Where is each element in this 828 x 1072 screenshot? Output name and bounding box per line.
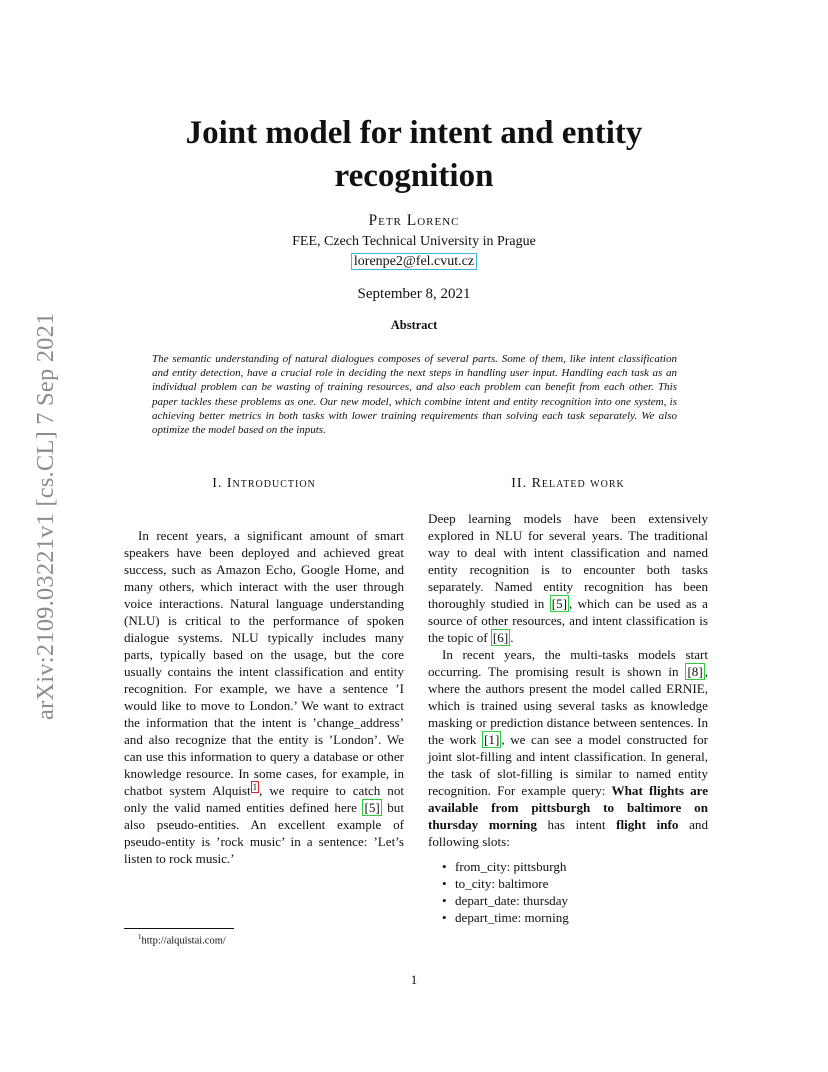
paper-title: Joint model for intent and entity recognition <box>185 115 643 194</box>
slot-item: • from_city: pittsburgh <box>442 858 708 875</box>
citation-8[interactable]: [8] <box>687 664 703 679</box>
slot-item: • depart_time: morning <box>442 909 708 926</box>
citation-6[interactable]: [6] <box>492 630 509 645</box>
footnote-rule <box>124 928 234 929</box>
related-paragraph-2 <box>428 646 708 850</box>
example-query: What flights are available from pittsburgh to baltimore on thursday morning <box>428 783 709 832</box>
footnote <box>138 933 226 947</box>
abstract-text: The semantic understanding of natural dialogues composes of several parts. Some of them, like intent classification and entity detection, have a crucial role in deciding the next steps in handling user input. Handling each task as an individual problem can be wasting of training resources, and also each problem can benefit from each other. This paper tackles these problems as one. Our new model, which combine intent and entity recognition into one system, is achieving better metrics in both tasks with lower training requirements than solving each task separately. We also optimize the model based on the inputs. <box>152 353 677 437</box>
footnote-mark: 1 <box>138 933 142 941</box>
footnote-url[interactable]: http://alquistai.com/ <box>141 935 226 947</box>
related-text-2d: has intent <box>536 817 617 832</box>
intro-text-part-1: In recent years, a significant amount of smart speakers have been deployed and achieved great success, such as Amazon Echo, Google Home, and many others, which interact with the user through voice interactions. Natural language understanding (NLU) is critical to the performance of spoken dialogue systems. NLU typically includes many parts, typically based on the usage, but the core usually contains the intent classification and entity recognition. For example, we have a sentence ’I would like to move to London.’ We want to extract the information that the intent is ’change_address’ and also recognize that the entity is ’London’. We can use this information to query a database or other knowledge resource. In some cases, for example, in chatbot system Alquist <box>124 528 404 798</box>
slot-list <box>428 858 708 926</box>
abstract-heading: Abstract <box>390 318 438 332</box>
citation-5-related[interactable]: [5] <box>551 596 567 611</box>
intro-paragraph <box>124 527 404 867</box>
arxiv-identifier: arXiv:2109.03221v1 [cs.CL] 7 Sep 2021 <box>32 312 59 720</box>
author-affiliation: FEE, Czech Technical University in Prague <box>292 234 536 249</box>
footnote-ref-1[interactable]: 1 <box>252 781 258 792</box>
related-text-1c: . <box>510 630 514 645</box>
right-column <box>428 510 708 926</box>
related-text-2e: and following slots: <box>428 817 708 849</box>
intro-text-part-2: , we require to catch not only the valid named entities defined here <box>124 783 404 815</box>
slot-item: • depart_date: thursday <box>442 892 708 909</box>
section-heading-introduction: I. Introduction <box>212 476 316 491</box>
author-name: Petr Lorenc <box>368 212 460 229</box>
intro-text-part-3: but also pseudo-entities. An excellent example of pseudo-entity is ’rock music’ in a sentence: ’Let’s listen to rock music.’ <box>124 800 404 866</box>
page-number: 1 <box>410 972 418 987</box>
section-heading-related-work: II. Related work <box>511 476 625 491</box>
related-text-2a: In recent years, the multi-tasks models start occurring. The promising result is shown in <box>428 647 708 679</box>
slot-item: • to_city: baltimore <box>442 875 708 892</box>
left-column <box>124 527 404 867</box>
paper-date: September 8, 2021 <box>357 286 471 302</box>
author-email-link[interactable]: lorenpe2@fel.cvut.cz <box>351 253 477 270</box>
related-paragraph-1 <box>428 510 708 646</box>
related-text-2c: , we can see a model constructed for joint slot-filling and intent classification. In general, the task of slot-filling is similar to named entity recognition. For example query: <box>428 732 708 798</box>
related-text-1a: Deep learning models have been extensively explored in NLU for several years. The traditional way to deal with intent classification and named entity recognition is to encounter both tasks separately. Named entity recognition has been thoroughly studied in <box>428 511 708 611</box>
example-intent: flight info <box>616 817 679 832</box>
related-text-2b: , where the authors present the model called ERNIE, which is trained using several tasks as knowledge masking or prediction distance between sentences. In the work <box>428 664 708 747</box>
citation-1[interactable]: [1] <box>484 732 500 747</box>
email-link-box <box>130 254 698 270</box>
related-text-1b: , which can be used as a source of other resources, and intent classification is the topic of <box>428 596 708 645</box>
citation-5[interactable]: [5] <box>364 800 380 815</box>
